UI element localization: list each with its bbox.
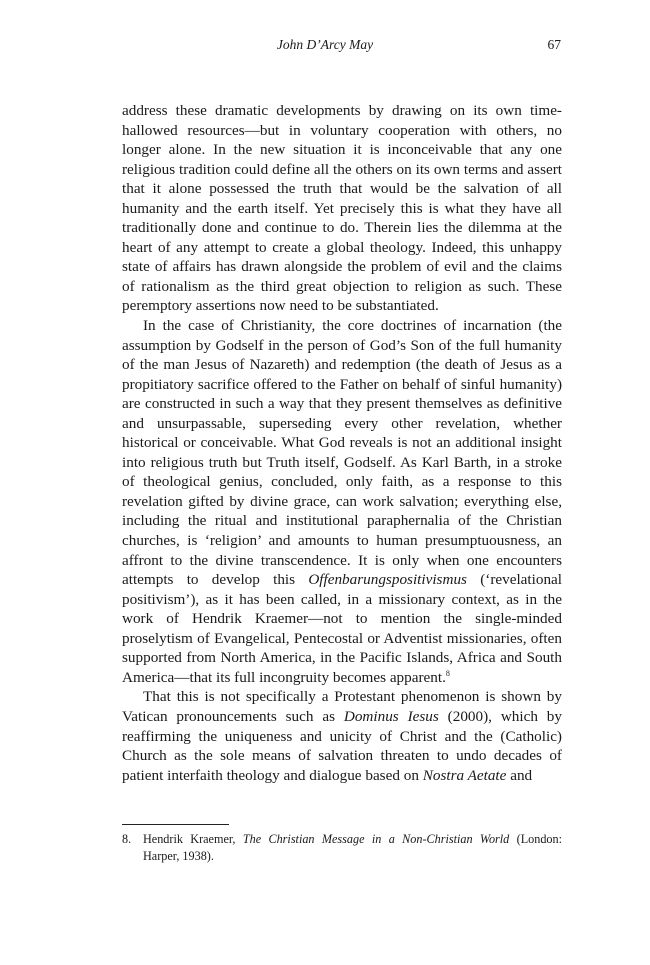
footnote-rule: [122, 824, 229, 825]
footnote-reference[interactable]: 8: [445, 668, 450, 678]
footnote-8: [122, 831, 562, 865]
footnote-body: [122, 831, 562, 865]
text-segment: That this is not specifically a Protestant phenomenon is shown by Vatican pronouncements such as: [122, 688, 562, 725]
footnote-author: Hendrik Kraemer,: [143, 832, 243, 846]
text-segment: In the case of Christianity, the core doctrines of incarnation (the assumption by Godself in the person of God’s Son of the full humanity of the man Jesus of Nazareth) and redemption (the death of Jesus as a propitiatory sacrifice offered to the Father on behalf of sinful humanity) are constructed in such a way that they present themselves as definitive and unsurpassable, superseding every other revelation, whether historical or conceivable. What God reveals is not an additional insight into religious truth but Truth itself, Godself. As Karl Barth, in a stroke of theological genius, concluded, only faith, as a response to this revelation gifted by divine grace, can work salvation; everything else, including the ritual and institutional paraphernalia of the Christian churches, is ‘religion’ and amounts to human presumptuousness, an affront to the divine transcendence. It is only when one encounters attempts to develop this: [122, 317, 562, 589]
italic-term: Offenbarungspositivismus: [308, 571, 467, 589]
body-text: [122, 101, 562, 785]
text-segment: address these dramatic developments by drawing on its own time-hallowed resources—but in voluntary cooperation with others, no longer alone. In the new situation it is inconceivable that any one religious tradition could define all the others on its own terms and assert that it alone possessed the truth that would be the salvation of all humanity and the earth itself. Yet precisely this is what they have all traditionally done and continue to do. Therein lies the dilemma at the heart of any attempt to create a global theology. Indeed, this unhappy state of affairs has drawn alongside the problem of evil and the claims of rationalism as the third great objection to religion as such. These peremptory assertions now need to be substantiated.: [122, 102, 562, 315]
text-segment: (2000), which by reaffirming the uniqueness and unicity of Christ and the (Catholic) Church as the sole means of salvation threaten to undo decades of patient interfaith theology and dialogue based on: [122, 707, 562, 784]
footnote-publication: (London: Harper, 1938).: [143, 832, 562, 863]
running-header: [0, 37, 650, 57]
page-number: 67: [547, 37, 561, 52]
footnote-number: 8.: [122, 832, 132, 846]
text-segment: and: [506, 766, 533, 784]
paragraph-2: [122, 316, 562, 687]
paragraph-1: [122, 101, 562, 316]
paragraph-3: [122, 687, 562, 785]
italic-title: Dominus Iesus: [343, 707, 439, 725]
italic-title: Nostra Aetate: [422, 766, 507, 784]
text-segment: (‘revelational positivism’), as it has been called, in a missionary context, as in the work of Hendrik Kraemer—not to mention the single-minded proselytism of Evangelical, Pentecostal or Adventist missionaries, often supported from North America, in the Pacific Islands, Africa and South America—that its full incongruity becomes apparent.: [122, 571, 563, 686]
running-title: John D’Arcy May: [276, 37, 374, 52]
footnote-book-title: The Christian Message in a Non-Christian World: [242, 832, 510, 846]
